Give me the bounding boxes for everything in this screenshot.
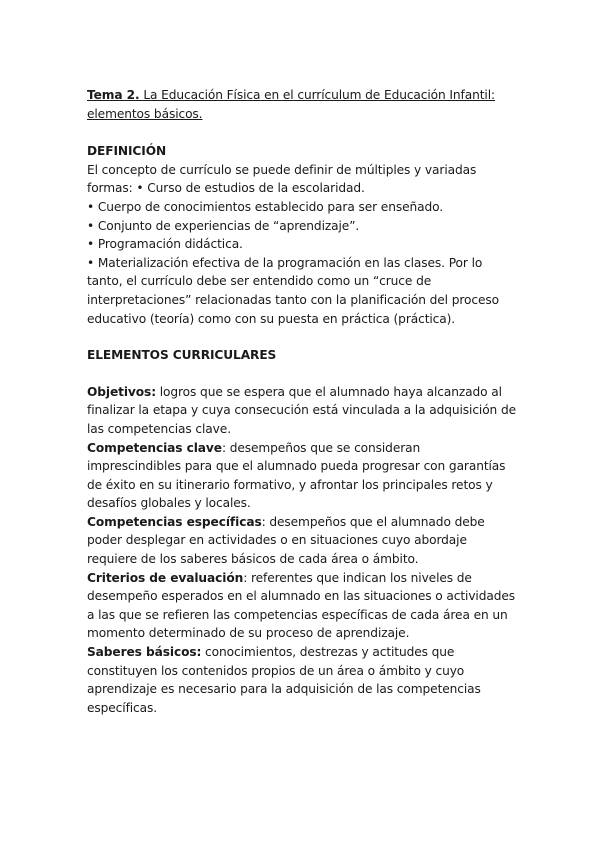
definition-line: • Materialización efectiva de la programación en las clases. Por lo tanto, el currículo debe ser entendido como un “cruce de interpretaciones” relacionadas tanto con la planificación del proceso educativo (teoría) como con su puesta en práctica (práctica). bbox=[87, 255, 499, 326]
element-term: Saberes básicos: bbox=[87, 645, 202, 660]
document-title bbox=[87, 86, 517, 123]
title-label: Tema 2. bbox=[87, 88, 140, 102]
definition-line: • Conjunto de experiencias de “aprendizaje”. bbox=[87, 218, 360, 233]
element-item bbox=[87, 569, 517, 643]
element-term: Competencias específicas bbox=[87, 514, 262, 529]
spacer bbox=[87, 123, 517, 142]
document-page bbox=[87, 86, 517, 717]
spacer bbox=[87, 328, 517, 346]
element-item bbox=[87, 643, 517, 717]
spacer bbox=[87, 365, 517, 383]
element-item bbox=[87, 383, 517, 439]
element-description: conocimientos, destrezas y actitudes que constituyen los contenidos propios de un área o ámbito y cuyo aprendizaje es necesario para la adquisición de las competencias específicas. bbox=[87, 645, 481, 715]
element-term: Criterios de evaluación bbox=[87, 570, 244, 585]
section-heading-elementos: ELEMENTOS CURRICULARES bbox=[87, 348, 277, 363]
element-item bbox=[87, 439, 517, 513]
element-term: Objetivos: bbox=[87, 384, 156, 399]
element-description: : referentes que indican los niveles de desempeño esperados en el alumnado en las situaciones o actividades a las que se refieren las competencias específicas de cada área en un momento determinado de su proceso de aprendizaje. bbox=[87, 570, 516, 641]
element-description: : desempeños que se consideran imprescindibles para que el alumnado pueda progresar con garantías de éxito en su itinerario formativo, y afrontar los principales retos y desafíos globales y locales. bbox=[87, 440, 506, 511]
section-heading-definicion: DEFINICIÓN bbox=[87, 144, 167, 159]
element-description: logros que se espera que el alumnado haya alcanzado al finalizar la etapa y cuya consecución está vinculada a la adquisición de las competencias clave. bbox=[87, 384, 516, 436]
definition-line: • Cuerpo de conocimientos establecido para ser enseñado. bbox=[87, 199, 444, 214]
definition-line: • Programación didáctica. bbox=[87, 237, 243, 252]
definition-line: El concepto de currículo se puede definir de múltiples y variadas formas: • Curso de estudios de la escolaridad. bbox=[87, 162, 477, 196]
element-item bbox=[87, 513, 517, 569]
element-description: : desempeños que el alumnado debe poder desplegar en actividades o en situaciones cuyo abordaje requiere de los saberes básicos de cada área o ámbito. bbox=[87, 514, 485, 567]
element-term: Competencias clave bbox=[87, 440, 222, 455]
title-text: La Educación Física en el currículum de Educación Infantil: elementos básicos. bbox=[87, 88, 495, 121]
